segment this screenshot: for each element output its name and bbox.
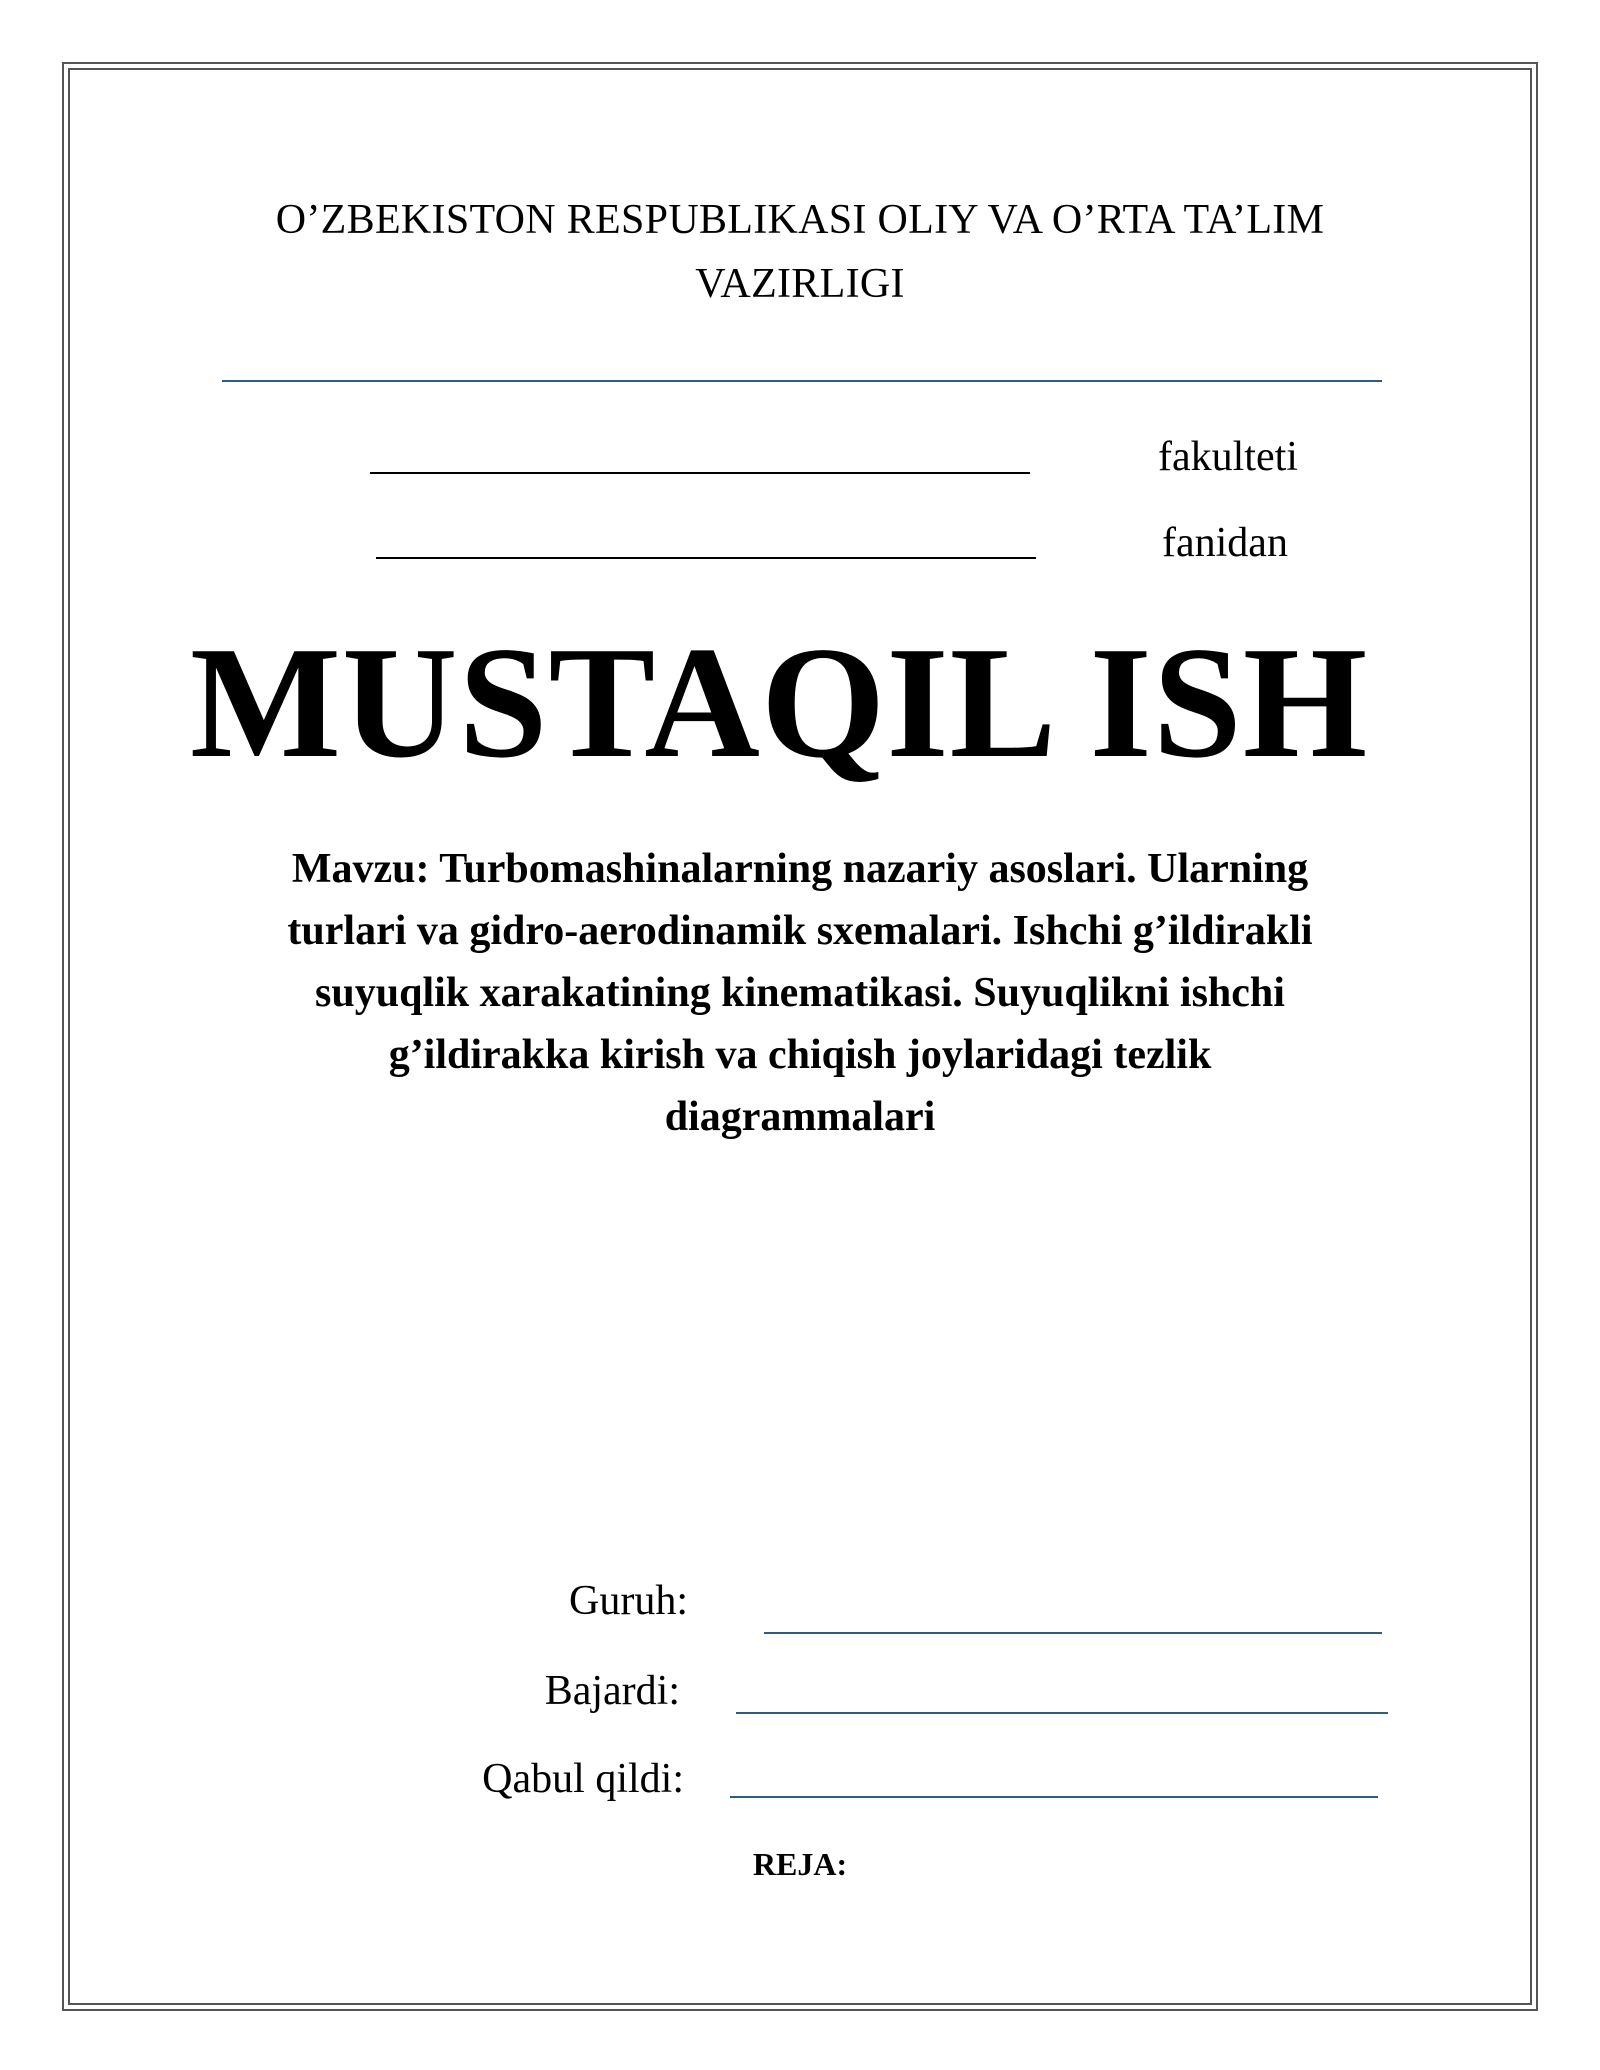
faculty-label: fakulteti bbox=[1158, 434, 1298, 480]
topic-line-5: diagrammalari bbox=[664, 1094, 936, 1140]
group-label: Guruh: bbox=[569, 1578, 688, 1624]
document-title: MUSTAQIL ISH bbox=[190, 613, 1369, 791]
ministry-heading-line1: O’ZBEKISTON RESPUBLIKASI OLIY VA O’RTA TA’LIM bbox=[275, 197, 1325, 243]
topic-line-3: suyuqlik xarakatining kinematikasi. Suyuqlikni ishchi bbox=[315, 970, 1285, 1016]
university-name-line bbox=[222, 380, 1382, 382]
topic-line-1: Mavzu: Turbomashinalarning nazariy asoslari. Ularning bbox=[291, 846, 1309, 892]
topic-line-4: g’ildirakka kirish va chiqish joylaridagi tezlik bbox=[388, 1032, 1212, 1078]
topic-block bbox=[200, 838, 1400, 1148]
faculty-blank-line bbox=[370, 472, 1030, 474]
done-by-line bbox=[736, 1712, 1388, 1714]
accepted-by-label: Qabul qildi: bbox=[482, 1756, 684, 1802]
group-line bbox=[764, 1632, 1382, 1634]
subject-label: fanidan bbox=[1162, 520, 1288, 566]
ministry-heading bbox=[150, 188, 1450, 316]
ministry-heading-line2: VAZIRLIGI bbox=[695, 261, 905, 307]
plan-heading: REJA: bbox=[752, 1846, 848, 1882]
accepted-by-line bbox=[730, 1796, 1378, 1798]
subject-blank-line bbox=[376, 557, 1036, 559]
topic-line-2: turlari va gidro-aerodinamik sxemalari. Ishchi g’ildirakli bbox=[287, 908, 1313, 954]
done-by-label: Bajardi: bbox=[544, 1668, 680, 1714]
